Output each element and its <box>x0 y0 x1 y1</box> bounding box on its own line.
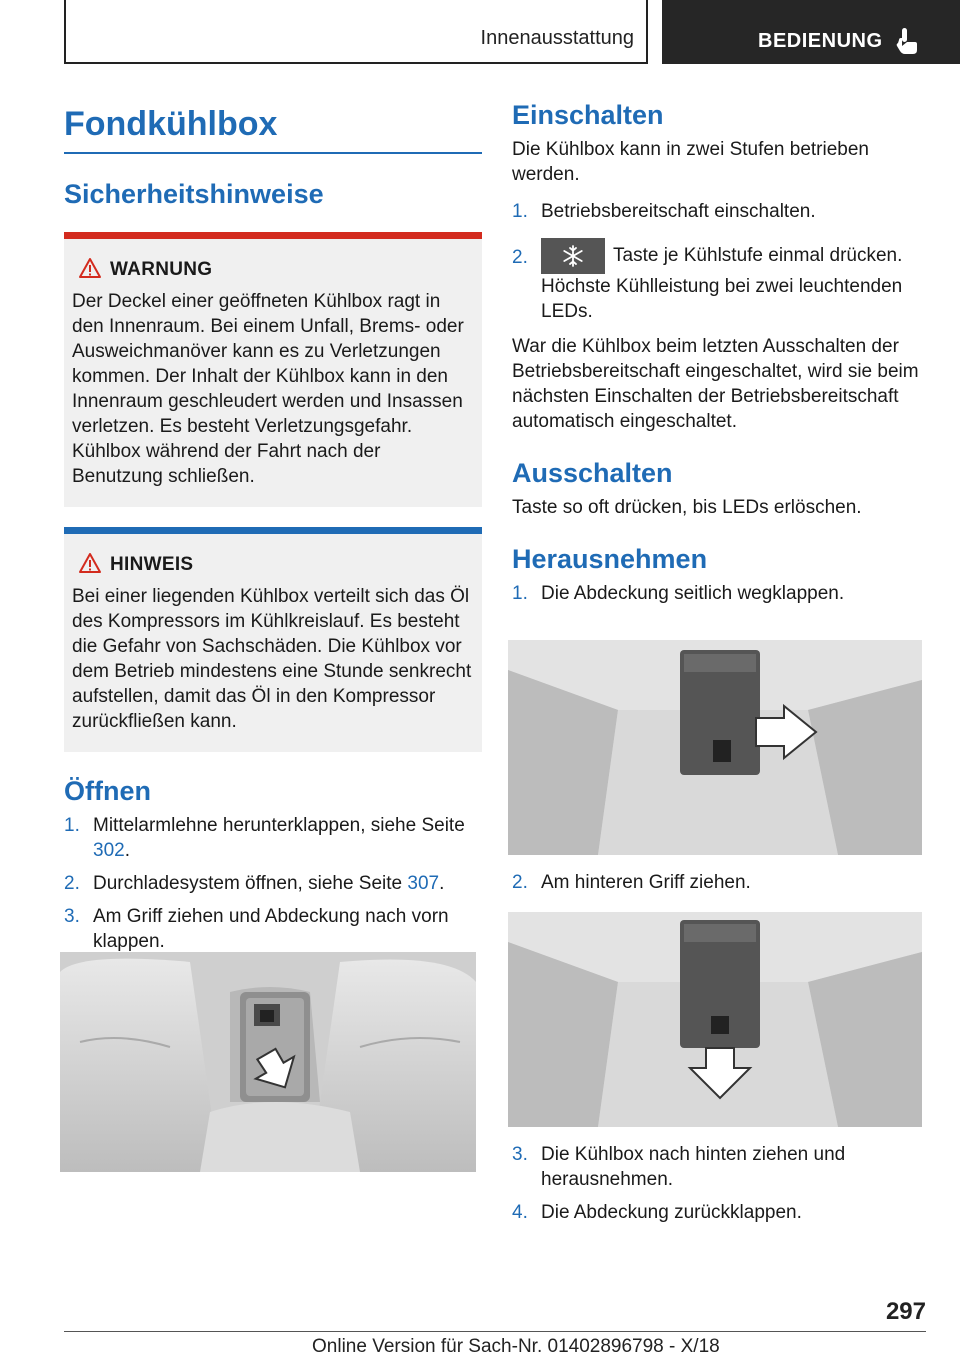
page-title: Fondkühlbox <box>64 105 278 143</box>
step-punct: . <box>124 840 130 861</box>
right-column <box>512 100 926 606</box>
page-link[interactable]: 307 <box>407 873 440 894</box>
page-number: 297 <box>885 1298 926 1325</box>
on-steps <box>512 199 926 324</box>
notice-text: Bei einer liegenden Kühlbox verteilt sich das Öl des Kompressors im Kühlkreislauf. Es besteht die Gefahr von Sachschäden. Die Kühlbox vor dem Betrieb mindestens eine Stunde senkrecht aufstellen, damit das Öl in den Kompressor zurückfließen kann. <box>72 586 472 732</box>
remove-step34-block <box>512 1142 926 1225</box>
step-number: 1. <box>512 583 528 604</box>
pull-handle-illustration <box>508 912 922 1127</box>
list-item <box>64 904 482 954</box>
warning-box <box>64 232 482 507</box>
list-item <box>512 870 926 895</box>
notice-label: HINWEIS <box>110 554 194 575</box>
step-text: Die Abdeckung seitlich wegklappen. <box>541 583 845 604</box>
header-chapter-tab <box>662 0 960 64</box>
title-rule <box>64 152 482 154</box>
footer-rule <box>64 1331 926 1332</box>
header-section-label: Innenausstattung <box>480 27 634 49</box>
notice-box <box>64 527 482 752</box>
list-item <box>512 199 926 224</box>
remove-heading: Herausnehmen <box>512 544 708 574</box>
warning-triangle-icon <box>78 552 102 574</box>
header-section-tab <box>64 0 648 64</box>
snowflake-icon <box>562 245 584 267</box>
safety-heading: Sicherheitshinweise <box>64 179 324 209</box>
step-text: Mittelarmlehne herunterklappen, siehe Seite <box>93 815 465 836</box>
left-column <box>64 100 482 954</box>
step-sub: Höchste Kühlleistung bei zwei leuchtenden LEDs. <box>541 276 903 322</box>
step-text: Die Kühlbox nach hinten ziehen und herausnehmen. <box>541 1144 846 1190</box>
step-number: 2. <box>512 247 528 268</box>
list-item <box>512 581 926 606</box>
step-number: 2. <box>64 873 80 894</box>
header-chapter-label: BEDIENUNG <box>758 30 883 52</box>
list-item <box>64 813 482 863</box>
step-text: Die Abdeckung zurückklappen. <box>541 1202 802 1223</box>
step-number: 1. <box>64 815 80 836</box>
step-number: 2. <box>512 872 528 893</box>
step-text: Taste je Kühlstufe einmal drücken. <box>613 245 903 267</box>
step-number: 4. <box>512 1202 528 1223</box>
warning-label: WARNUNG <box>110 259 213 280</box>
step-text: Am Griff ziehen und Abdeckung nach vorn klappen. <box>93 906 449 952</box>
off-text: Taste so oft drücken, bis LEDs erlöschen. <box>512 497 862 518</box>
on-outro: War die Kühlbox beim letzten Ausschalten der Betriebsbereitschaft eingeschaltet, wird sie beim nächsten Einschalten der Betriebsbereitschaft automatisch eingeschaltet. <box>512 336 919 432</box>
remove-step2-block <box>512 870 926 895</box>
step-punct: . <box>439 873 445 894</box>
list-item <box>64 871 482 896</box>
hand-pointer-icon <box>894 26 920 56</box>
remove-steps <box>512 581 926 606</box>
cooling-button-image <box>541 238 605 274</box>
warning-triangle-icon <box>78 257 102 279</box>
open-heading: Öffnen <box>64 776 151 806</box>
on-heading: Einschalten <box>512 100 664 130</box>
step-number: 3. <box>64 906 80 927</box>
remove-steps-3 <box>512 1142 926 1225</box>
step-number: 3. <box>512 1144 528 1165</box>
armrest-illustration <box>60 952 476 1172</box>
list-item <box>512 1142 926 1192</box>
open-steps <box>64 813 482 954</box>
step-text: Durchladesystem öffnen, siehe Seite <box>93 873 408 894</box>
list-item <box>512 238 926 324</box>
page-link[interactable]: 302 <box>93 840 125 861</box>
warning-text: Der Deckel einer geöffneten Kühlbox ragt in den Innenraum. Bei einem Unfall, Brems- oder Ausweichmanöver kann es zu Verletzungen kommen. Der Inhalt der Kühlbox kann in den Innenraum geschleudert werden und Insassen verletzen. Es besteht Verletzungsgefahr. Kühlbox während der Fahrt nach der Benutzung schließen. <box>72 291 464 487</box>
remove-steps-2 <box>512 870 926 895</box>
on-intro: Die Kühlbox kann in zwei Stufen betrieben werden. <box>512 139 870 185</box>
step-text: Am hinteren Griff ziehen. <box>541 872 751 893</box>
online-version-text: Online Version für Sach-Nr. 01402896798 - X/18 <box>312 1336 720 1357</box>
fold-cover-illustration <box>508 640 922 855</box>
step-text: Betriebsbereitschaft einschalten. <box>541 201 816 222</box>
off-heading: Ausschalten <box>512 458 673 488</box>
step-number: 1. <box>512 201 528 222</box>
list-item <box>512 1200 926 1225</box>
